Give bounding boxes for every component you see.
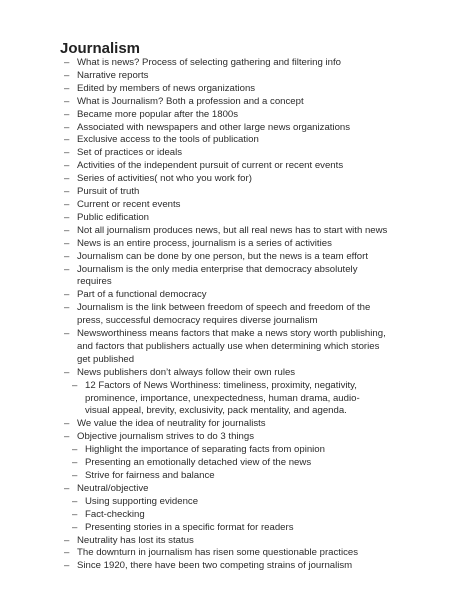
sub-list-item xyxy=(0,470,474,483)
bullet-dash-icon: – xyxy=(64,418,70,430)
bullet-dash-icon: – xyxy=(72,495,78,507)
bullet-dash-icon: – xyxy=(64,560,70,572)
list-item-text: Public edification xyxy=(77,211,149,223)
list-item-text: Associated with newspapers and other large news organizations xyxy=(77,121,351,133)
list-item-text: Activities of the independent pursuit of current or recent events xyxy=(77,160,344,172)
list-item xyxy=(0,173,474,186)
sub-list-item xyxy=(0,380,474,419)
bullet-dash-icon: – xyxy=(64,69,70,81)
list-item-text: Journalism can be done by one person, but the news is a team effort xyxy=(77,250,369,262)
list-item xyxy=(0,199,474,212)
list-item-text: Using supporting evidence xyxy=(85,495,199,507)
bullet-dash-icon: – xyxy=(72,444,78,456)
list-item-text: Exclusive access to the tools of publication xyxy=(77,134,259,146)
list-item-text: We value the idea of neutrality for journalists xyxy=(77,418,266,430)
list-item-text: visual appeal, brevity, exclusivity, pack mentality, and agenda. xyxy=(85,405,347,417)
list-item xyxy=(0,122,474,135)
list-item-text: Since 1920, there have been two competing strains of journalism xyxy=(77,560,353,572)
list-item xyxy=(0,418,474,431)
bullet-dash-icon: – xyxy=(64,289,70,301)
list-item-text: News is an entire process, journalism is a series of activities xyxy=(77,237,332,249)
notes-list xyxy=(0,57,474,573)
list-item-text: prominence, importance, unexpectedness, human drama, audio- xyxy=(85,392,360,404)
bullet-dash-icon: – xyxy=(64,160,70,172)
list-item xyxy=(0,367,474,380)
list-item-text: Neutral/objective xyxy=(77,482,149,494)
page-title: Journalism xyxy=(60,40,141,57)
list-item-text: Objective journalism strives to do 3 things xyxy=(77,431,255,443)
list-item-text: Strive for fairness and balance xyxy=(85,470,215,481)
list-item-text: Newsworthiness means factors that make a news story worth publishing, xyxy=(77,328,386,340)
list-item xyxy=(0,238,474,251)
list-item xyxy=(0,83,474,96)
sub-list-item xyxy=(0,509,474,522)
list-item xyxy=(0,560,474,573)
list-item xyxy=(0,289,474,302)
bullet-dash-icon: – xyxy=(64,121,70,133)
bullet-dash-icon: – xyxy=(64,431,70,443)
list-item xyxy=(0,160,474,173)
list-item-text: Narrative reports xyxy=(77,69,149,81)
bullet-dash-icon: – xyxy=(64,263,70,275)
list-item xyxy=(0,147,474,160)
list-item-text: Became more popular after the 1800s xyxy=(77,108,239,120)
bullet-dash-icon: – xyxy=(64,57,70,68)
list-item-text: press, successful democracy requires diverse journalism xyxy=(77,315,318,327)
list-item-text: Highlight the importance of separating facts from opinion xyxy=(85,444,325,456)
bullet-dash-icon: – xyxy=(64,534,70,546)
list-item xyxy=(0,134,474,147)
bullet-dash-icon: – xyxy=(64,108,70,120)
list-item-text: Journalism is the only media enterprise that democracy absolutely xyxy=(77,263,358,275)
bullet-dash-icon: – xyxy=(64,250,70,262)
list-item-text: Fact-checking xyxy=(85,508,145,520)
list-item xyxy=(0,251,474,264)
list-item-text: Part of a functional democracy xyxy=(77,289,207,301)
list-item xyxy=(0,225,474,238)
bullet-dash-icon: – xyxy=(64,82,70,94)
list-item-text: The downturn in journalism has risen some questionable practices xyxy=(77,547,359,559)
bullet-dash-icon: – xyxy=(64,482,70,494)
list-item xyxy=(0,186,474,199)
sub-list-item xyxy=(0,496,474,509)
list-item-text: Journalism is the link between freedom of speech and freedom of the xyxy=(77,302,371,314)
list-item xyxy=(0,212,474,225)
sub-list-item xyxy=(0,522,474,535)
bullet-dash-icon: – xyxy=(64,173,70,185)
list-item xyxy=(0,70,474,83)
list-item-text: Presenting an emotionally detached view of the news xyxy=(85,457,312,469)
list-item xyxy=(0,547,474,560)
list-item-text: get published xyxy=(77,353,135,365)
list-item-text: Not all journalism produces news, but all real news has to start with news xyxy=(77,224,388,236)
list-item xyxy=(0,109,474,122)
list-item-text: and factors that publishers actually use when determining which stories xyxy=(77,340,380,352)
list-item-text: News publishers don’t always follow their own rules xyxy=(77,366,296,378)
list-item xyxy=(0,57,474,70)
list-item-text: 12 Factors of News Worthiness: timeliness, proximity, negativity, xyxy=(85,379,357,391)
bullet-dash-icon: – xyxy=(72,521,78,533)
list-item xyxy=(0,328,474,367)
bullet-dash-icon: – xyxy=(64,237,70,249)
list-item xyxy=(0,264,474,290)
bullet-dash-icon: – xyxy=(72,508,78,520)
bullet-dash-icon: – xyxy=(64,302,70,314)
sub-list-item xyxy=(0,444,474,457)
bullet-dash-icon: – xyxy=(64,198,70,210)
list-item xyxy=(0,302,474,328)
bullet-dash-icon: – xyxy=(64,147,70,159)
list-item-text: Neutrality has lost its status xyxy=(77,534,194,546)
bullet-dash-icon: – xyxy=(64,186,70,198)
bullet-dash-icon: – xyxy=(72,470,78,481)
bullet-dash-icon: – xyxy=(64,211,70,223)
bullet-dash-icon: – xyxy=(72,379,78,391)
bullet-dash-icon: – xyxy=(72,457,78,469)
list-item-text: What is news? Process of selecting gathering and filtering info xyxy=(77,57,341,68)
bullet-dash-icon: – xyxy=(64,95,70,107)
list-item-text: Current or recent events xyxy=(77,198,181,210)
bullet-dash-icon: – xyxy=(64,547,70,559)
list-item-text: Pursuit of truth xyxy=(77,186,140,198)
bullet-dash-icon: – xyxy=(64,366,70,378)
list-item-text: Series of activities( not who you work for) xyxy=(77,173,252,185)
list-item xyxy=(0,535,474,548)
list-item-text: requires xyxy=(77,276,112,288)
bullet-dash-icon: – xyxy=(64,328,70,340)
list-item-text: What is Journalism? Both a profession and a concept xyxy=(77,95,304,107)
list-item xyxy=(0,431,474,444)
list-item-text: Presenting stories in a specific format for readers xyxy=(85,521,294,533)
list-item xyxy=(0,96,474,109)
bullet-dash-icon: – xyxy=(64,134,70,146)
list-item-text: Edited by members of news organizations xyxy=(77,82,256,94)
bullet-dash-icon: – xyxy=(64,224,70,236)
list-item-text: Set of practices or ideals xyxy=(77,147,183,159)
sub-list-item xyxy=(0,457,474,470)
list-item xyxy=(0,483,474,496)
